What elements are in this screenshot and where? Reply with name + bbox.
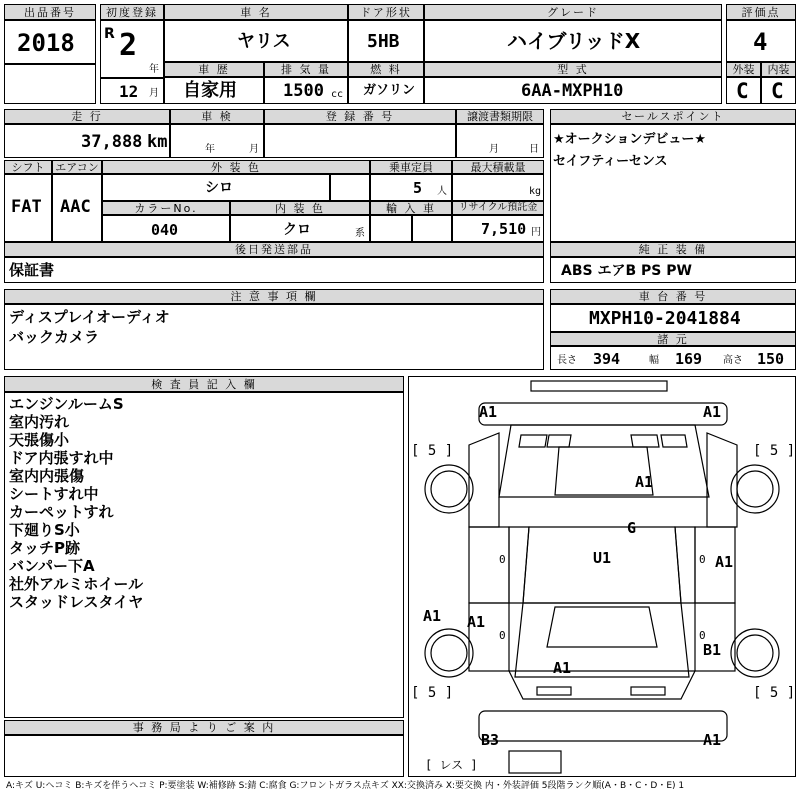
rear-left-wheel: [425, 629, 473, 677]
reg-no-header: 登 録 番 号: [264, 109, 456, 124]
caution-cell: [4, 304, 544, 370]
int-score: C: [771, 79, 784, 103]
history-header: 車 歴: [164, 62, 264, 77]
zero-2: 0: [499, 629, 506, 642]
front-left-fender: [469, 433, 499, 527]
mark-4: G: [627, 519, 637, 537]
model-header: 型 式: [424, 62, 722, 77]
persons-unit: 人: [437, 186, 447, 197]
note-5: 室内内張傷: [9, 467, 85, 485]
ac-cell: [52, 174, 102, 242]
mileage-cell: [4, 124, 170, 158]
rear-window: [547, 607, 657, 647]
history-cell: [164, 77, 264, 104]
note-7: カーペットすれ: [9, 503, 114, 521]
tire-label-fl: [ 5 ]: [411, 443, 454, 459]
shift-cell: [4, 174, 52, 242]
listing-no-cell: [4, 20, 96, 64]
int-header: 内装: [761, 62, 796, 77]
listing-no-header: 出品番号: [4, 4, 96, 20]
note-2: 室内汚れ: [9, 413, 70, 431]
caution-1: ディスプレイオーディオ: [9, 308, 170, 326]
km-unit: km: [147, 132, 168, 152]
shift-header: シフト: [4, 160, 52, 174]
top-bar: [531, 381, 667, 391]
mark-3: A1: [635, 473, 654, 491]
kg-unit: kg: [529, 186, 542, 197]
sales-point-2: セイフティーセンス: [553, 154, 668, 169]
height-label: 高さ: [723, 355, 743, 366]
later-parts: 保証書: [9, 261, 55, 279]
front-right-wheel: [731, 465, 779, 513]
chassis-header: 車 台 番 号: [550, 289, 796, 304]
door-cell: [348, 20, 424, 62]
listing-no: 2018: [17, 29, 75, 57]
inspection-month-unit: 月: [249, 144, 259, 155]
inspection-year-unit: 年: [205, 144, 215, 155]
ac-header: エアコン: [52, 160, 102, 174]
fuel: ガソリン: [363, 83, 416, 98]
int-score-cell: [761, 77, 796, 104]
front-left-wheel: [425, 465, 473, 513]
dim-length: 394: [593, 350, 621, 368]
mark-5: U1: [593, 549, 612, 567]
capacity-header: 乗車定員: [370, 160, 452, 174]
car-name: ヤリス: [237, 31, 291, 52]
transfer-cell: [456, 124, 544, 158]
capacity: 5: [413, 179, 423, 197]
genuine-equipment: ABS エアB PS PW: [561, 263, 692, 279]
fuel-cell: [348, 77, 424, 104]
sales-point-cell: [550, 124, 796, 242]
mark-1: A1: [479, 403, 498, 421]
inspector-notes-list: [9, 395, 143, 611]
score-header: 評価点: [726, 4, 796, 20]
sales-point-1: ★オークションデビュー★: [553, 132, 707, 147]
car-name-cell: [164, 20, 348, 62]
caution-header: 注 意 事 項 欄: [4, 289, 544, 304]
yen-unit: 円: [531, 227, 541, 238]
mark-9: B1: [703, 641, 722, 659]
inspector-cell: [4, 392, 404, 718]
grade-cell: [424, 20, 722, 62]
zero-4: 0: [699, 629, 706, 642]
note-1: エンジンルームS: [9, 395, 124, 413]
ac: AAC: [60, 197, 91, 217]
mark-12: A1: [703, 731, 722, 749]
recycle: 7,510: [481, 220, 527, 238]
note-3: 天張傷小: [9, 431, 70, 449]
score-cell: [726, 20, 796, 62]
front-bumper: [479, 403, 727, 425]
displacement-cell: [264, 77, 348, 104]
genuine-cell: [550, 257, 796, 283]
era-label: R: [104, 26, 115, 42]
door-type: 5HB: [367, 31, 400, 52]
car-name-header: 車 名: [164, 4, 348, 20]
ext-header: 外装: [726, 62, 761, 77]
int-color: クロ: [283, 222, 311, 238]
first-reg-month: 12: [119, 82, 139, 101]
displacement-header: 排 気 量: [264, 62, 348, 77]
ext-score-cell: [726, 77, 761, 104]
note-8: 下廻りS小: [9, 521, 80, 539]
import-header: 輸 入 車: [370, 201, 452, 215]
ext-score: C: [736, 79, 749, 103]
tire-label-rr: [ 5 ]: [753, 685, 795, 701]
int-color-cell: [230, 215, 370, 242]
fuel-header: 燃 料: [348, 62, 424, 77]
max-load-header: 最大積載量: [452, 160, 544, 174]
note-12: スタッドレスタイヤ: [9, 593, 144, 611]
color-no-header: カラーNo.: [102, 201, 230, 215]
later-parts-header: 後日発送部品: [4, 242, 544, 257]
zero-1: 0: [499, 553, 506, 566]
capacity-cell: [370, 174, 452, 201]
first-reg-year: 2: [119, 28, 138, 63]
dimensions-header: 諸 元: [550, 332, 796, 346]
note-4: ドア内張すれ中: [9, 449, 114, 467]
caution-2: バックカメラ: [9, 328, 100, 346]
inspection-header: 車 検: [170, 109, 264, 124]
month-unit: 月: [149, 88, 159, 99]
first-reg-month-cell: [100, 78, 164, 104]
max-load-cell: [452, 174, 544, 201]
score: 4: [753, 28, 768, 56]
mark-6: A1: [715, 553, 734, 571]
mark-7: A1: [423, 607, 442, 625]
import-cell-a: [370, 215, 412, 242]
history: 自家用: [183, 80, 237, 101]
office-cell: [4, 735, 404, 777]
ext-color: シロ: [205, 180, 233, 196]
grade-header: グレード: [424, 4, 722, 20]
model-cell: [424, 77, 722, 104]
genuine-header: 純 正 装 備: [550, 242, 796, 257]
sales-point-header: セールスポイント: [550, 109, 796, 124]
recycle-cell: [452, 215, 544, 242]
tire-label-fr: [ 5 ]: [753, 443, 795, 459]
ext-color-blank: [330, 174, 370, 201]
int-color-header: 内 装 色: [230, 201, 370, 215]
ext-color-header: 外 装 色: [102, 160, 370, 174]
note-6: シートすれ中: [9, 485, 99, 503]
listing-no-blank: [4, 64, 96, 104]
note-10: バンパー下A: [9, 557, 95, 575]
mileage-header: 走 行: [4, 109, 170, 124]
first-reg-cell: [100, 20, 164, 78]
mark-10: A1: [553, 659, 572, 677]
cc-unit: cc: [331, 89, 344, 100]
mark-2: A1: [703, 403, 722, 421]
rear-right-wheel: [731, 629, 779, 677]
import-cell-b: [412, 215, 452, 242]
office-header: 事 務 局 よ り ご 案 内: [4, 720, 404, 735]
door-header: ドア形状: [348, 4, 424, 20]
chassis-no: MXPH10-2041884: [589, 308, 741, 329]
trunk: [515, 603, 689, 677]
model: 6AA-MXPH10: [521, 81, 624, 101]
note-11: 社外アルミホイール: [9, 575, 144, 593]
car-diagram-panel: [408, 376, 796, 777]
car-diagram: [409, 377, 795, 776]
transfer-month-unit: 月: [489, 144, 499, 155]
mileage: 37,888: [81, 132, 143, 152]
year-unit: 年: [149, 64, 159, 75]
kei-unit: 系: [355, 228, 365, 239]
transfer-header: 譲渡書類期限: [456, 109, 544, 124]
dim-width: 169: [675, 350, 703, 368]
first-reg-header: 初度登録: [100, 4, 164, 20]
length-label: 長さ: [557, 355, 577, 366]
color-no: 040: [151, 221, 179, 239]
mark-8: A1: [467, 613, 486, 631]
rear-bumper: [479, 711, 727, 741]
legend: A:キズ U:ヘコミ B:キズを伴うヘコミ P:要塗装 W:補修跡 S:錆 C:腐食 G:フロントガラス点キズ XX:交換済み X:要交換 内・外装評価 5段階ランク順(A・B・C・D・E) 1: [6, 781, 685, 791]
displacement: 1500: [283, 81, 324, 101]
shift: FAT: [11, 197, 42, 217]
zero-3: 0: [699, 553, 706, 566]
tire-label-rl: [ 5 ]: [411, 685, 454, 701]
color-no-cell: [102, 215, 230, 242]
spare-box: [509, 751, 561, 773]
dim-height: 150: [757, 350, 785, 368]
inspection-cell: [170, 124, 264, 158]
reg-no-cell: [264, 124, 456, 158]
recycle-header: リサイクル預託金: [452, 201, 544, 215]
chassis-cell: [550, 304, 796, 332]
ext-color-cell: [102, 174, 330, 201]
dimensions-cell: [550, 346, 796, 370]
transfer-day-unit: 日: [529, 144, 539, 155]
grade: ハイブリッドX: [507, 29, 641, 53]
mark-11: B3: [481, 731, 500, 749]
inspector-header: 検 査 員 記 入 欄: [4, 376, 404, 392]
note-9: タッチP跡: [9, 539, 80, 557]
later-parts-cell: [4, 257, 544, 283]
width-label: 幅: [649, 355, 659, 366]
hood: [499, 425, 709, 497]
spare-label: [ レス ]: [425, 758, 478, 772]
